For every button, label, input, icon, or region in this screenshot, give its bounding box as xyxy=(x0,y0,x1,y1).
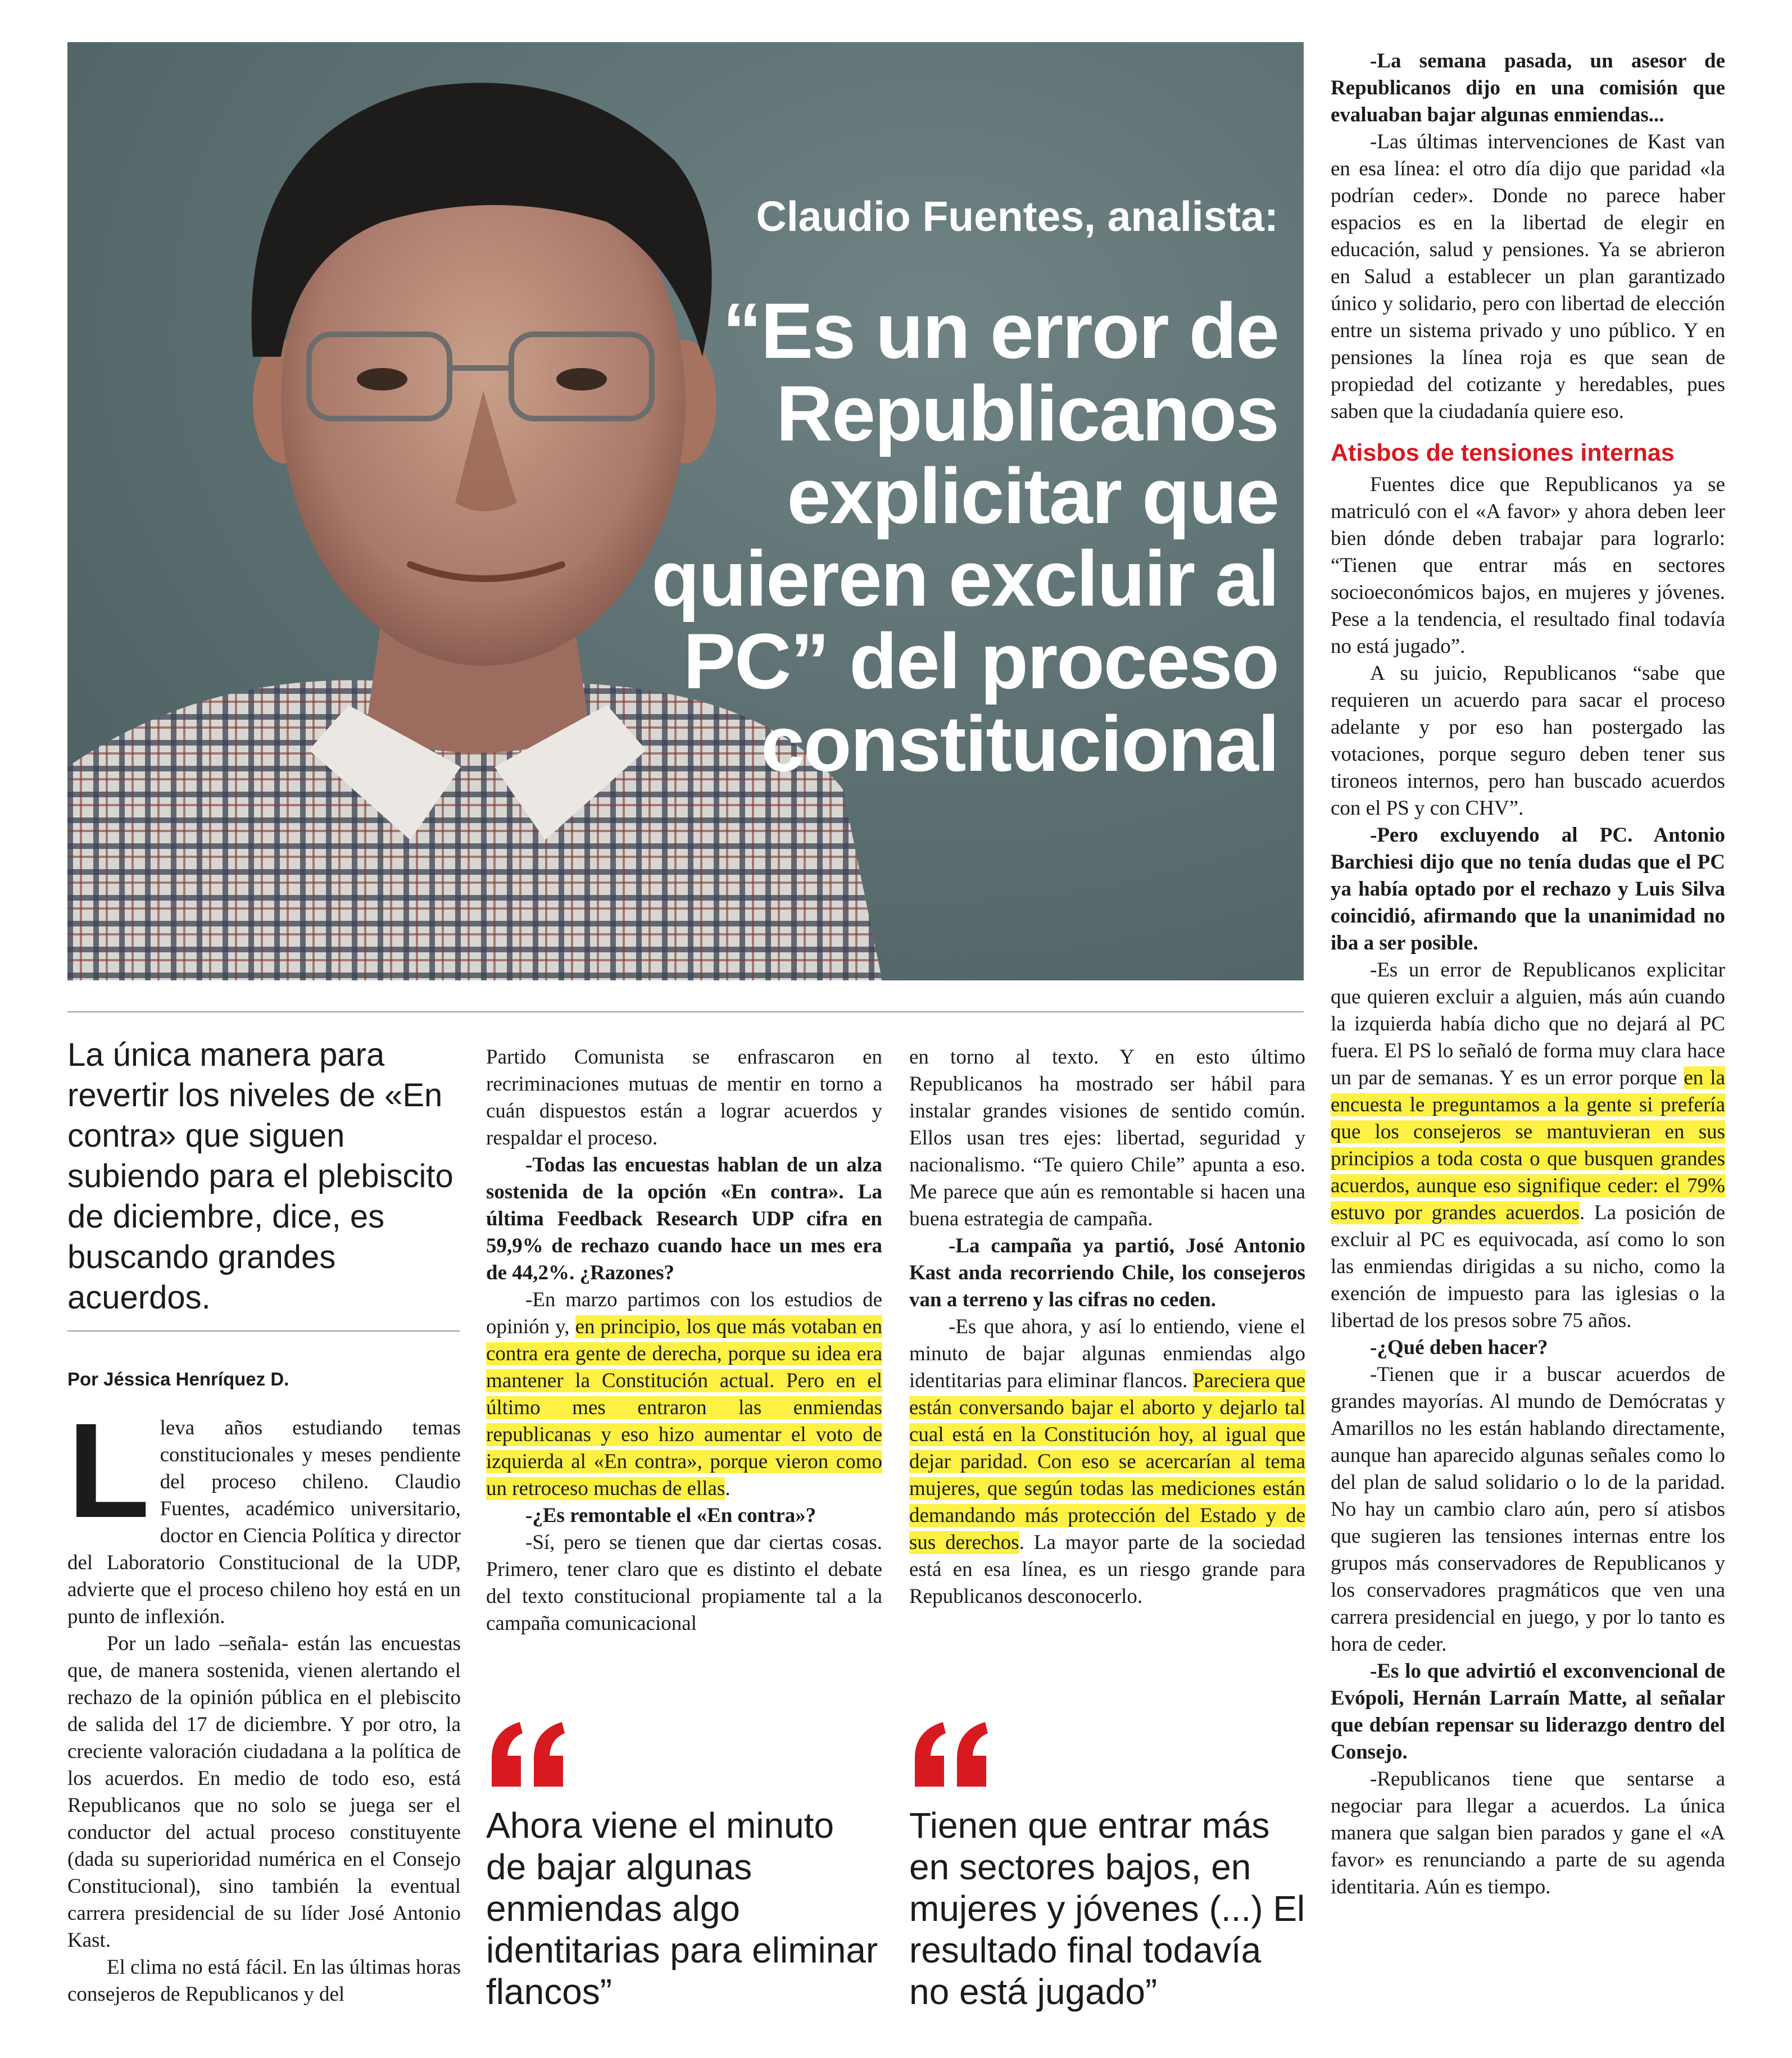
paragraph: en torno al texto. Y en esto último Republicanos ha mostrado ser hábil para instalar grandes visiones de sentido común. Ellos usan tres ejes: libertad, seguridad y nacionalismo. “Te quiero Chile” apunta a eso. Me parece que aún es remontable si hacen una buena estrategia de campaña. xyxy=(909,1046,1305,1230)
hero-headline: “Es un error de Republicanos explicitar que quieren excluir al PC” del proceso constitucional xyxy=(651,287,1278,788)
pull-quote-2: Tienen que entrar más en sectores bajos, en mujeres y jóvenes (...) El resultado final todavía no está jugado” xyxy=(909,1805,1305,2012)
highlighted-text: en principio, los que más votaban en contra era gente de derecha, porque su idea era mantener la Constitución actual. Pero en el último mes entraron las enmiendas republicanas y eso hizo aumentar el voto de izquierda al «En contra», porque vieron como un retroceso muchas de ellas xyxy=(486,1315,882,1500)
hero-kicker: Claudio Fuentes, analista: xyxy=(756,193,1278,240)
answer: -En marzo partimos con los estudios de opinión y, en principio, los que más votaban en contra era gente de derecha, porque su idea era mantener la Constitución actual. Pero en el último mes entraron las enmiendas republicanas y eso hizo aumentar el voto de izquierda al «En contra», porque vieron como un retroceso muchas de ellas. xyxy=(486,1288,882,1500)
column-2 xyxy=(486,1044,882,1637)
answer: -Las últimas intervenciones de Kast van en esa línea: el otro día dijo que paridad «la podrían ceder». Donde no parece haber espacios es en la libertad de elegir en educación, salud y pensiones. Ya se abrieron en Salud a establecer un plan garantizado único y solidario, pero con libertad de elección entre un sistema privado y uno público. Y en pensiones la línea roja es que sean de propiedad del cotizante y heredables, pues saben que la ciudadanía quiere eso. xyxy=(1331,130,1725,423)
section-subhead: Atisbos de tensiones internas xyxy=(1331,439,1675,466)
hero-photo xyxy=(67,42,1304,980)
question: -La campaña ya partió, José Antonio Kast anda recorriendo Chile, los consejeros van a terreno y las cifras no ceden. xyxy=(909,1234,1305,1311)
paragraph: A su juicio, Republicanos “sabe que requieren un acuerdo para sacar el proceso adelante y por eso han postergado las votaciones, porque seguro deben tener sus tironeos internos, pero han buscado acuerdos con el PS y con CHV”. xyxy=(1331,662,1725,820)
question: -¿Es remontable el «En contra»? xyxy=(525,1504,816,1527)
quote-mark-icon xyxy=(486,1719,570,1792)
answer: -Es que ahora, y así lo entiendo, viene el minuto de bajar algunas enmiendas algo identitarias para eliminar flancos. Pareciera que están conversando bajar el aborto y dejarlo tal cual está en la Constitución hoy, al igual que dejar paridad. Con eso se acercarían al tema mujeres, que según todas las mediciones están demandando más protección del Estado y de sus derechos. La mayor parte de la sociedad está en esa línea, es un riesgo grande para Republicanos desconocerlo. xyxy=(909,1315,1305,1608)
column-3 xyxy=(909,1044,1305,1610)
paragraph: Fuentes dice que Republicanos ya se matriculó con el «A favor» y ahora deben leer bien dónde deben trabajar para lograrlo: “Tienen que entrar más en sectores socioeconómicos bajos, en mujeres y jóvenes. Pese a la tendencia, el resultado final todavía no está jugado”. xyxy=(1331,473,1725,658)
paragraph: El clima no está fácil. En las últimas horas consejeros de Republicanos y del xyxy=(67,1956,461,2006)
question: -Es lo que advirtió el exconvencional de Evópoli, Hernán Larraín Matte, al señalar que debían repensar su liderazgo dentro del Consejo. xyxy=(1331,1660,1725,1764)
paragraph: Por un lado –señala- están las encuestas que, de manera sostenida, vienen alertando el rechazo de la opinión pública en el plebiscito de salida del 17 de diciembre. Y por otro, la creciente valoración ciudadana a la política de los acuerdos. En medio de todo eso, está Republicanos que no solo se juega ser el conductor del actual proceso constituyente (dada su superioridad numérica en el Consejo Constitucional), sino también la eventual carrera presidencial de su líder José Antonio Kast. xyxy=(67,1632,461,1952)
lead-divider xyxy=(67,1330,460,1332)
quote-mark-icon xyxy=(909,1719,993,1792)
question: -Todas las encuestas hablan de un alza sostenida de la opción «En contra». La última Feedback Research UDP cifra en 59,9% de rechazo cuando hace un mes era de 44,2%. ¿Razones? xyxy=(486,1153,882,1284)
answer: -Republicanos tiene que sentarse a negociar para llegar a acuerdos. La única manera que salgan bien parados y gane el «A favor» es renunciando a parte de su agenda identitaria. Aún es tiempo. xyxy=(1331,1768,1725,1898)
question: -¿Qué deben hacer? xyxy=(1370,1336,1548,1359)
question: -Pero excluyendo al PC. Antonio Barchiesi dijo que no tenía dudas que el PC ya había optado por el rechazo y Luis Silva coincidió, afirmando que la unanimidad no iba a ser posible. xyxy=(1331,824,1725,955)
lead-deck: La única manera para revertir los niveles de «En contra» que siguen subiendo para el plebiscito de diciembre, dice, es buscando grandes acuerdos. xyxy=(67,1037,453,1316)
highlighted-text: en la encuesta le preguntamos a la gente si prefería que los consejeros se mantuvieran en sus principios a toda costa o que busquen grandes acuerdos, aunque eso signifique ceder: el 79% estuvo por grandes acuerdos xyxy=(1331,1066,1726,1224)
drop-cap: L xyxy=(67,1395,150,1546)
answer: -Tienen que ir a buscar acuerdos de grandes mayorías. Al mundo de Demócratas y Amarillos no les están hablando directamente, aunque han aparecido algunas señales como lo del plan de salud solidario o lo de la paridad. No hay un cambio claro aún, pero sí atisbos que sugieren las tensiones internas entre los grupos más conservadores de Republicanos y los conservadores pragmáticos que ven una carrera presidencial en juego, y por lo tanto es hora de ceder. xyxy=(1331,1363,1725,1656)
column-1 xyxy=(67,1395,461,2008)
top-divider xyxy=(67,1011,1304,1012)
intro-paragraph xyxy=(67,1395,461,1630)
pull-quote-1: Ahora viene el minuto de bajar algunas enmiendas algo identitarias para eliminar flancos” xyxy=(486,1805,878,2012)
byline: Por Jéssica Henríquez D. xyxy=(67,1369,289,1389)
question: -La semana pasada, un asesor de Republicanos dijo en una comisión que evaluaban bajar algunas enmiendas... xyxy=(1331,49,1725,126)
answer: -Es un error de Republicanos explicitar que quieren excluir a alguien, más aún cuando la izquierda había dicho que no dejará al PC fuera. El PS lo señaló de forma muy clara hace un par de semanas. Y es un error porque en la encuesta le preguntamos a la gente si prefería que los consejeros se mantuvieran en sus principios a toda costa o que busquen grandes acuerdos, aunque eso signifique ceder: el 79% estuvo por grandes acuerdos. La posición de excluir al PC es equivocada, así como lo son las enmiendas dirigidas a su nicho, como la exención de impuesto para las iglesias o la libertad de los presos sobre 75 años. xyxy=(1331,958,1726,1332)
paragraph: Partido Comunista se enfrascaron en recriminaciones mutuas de mentir en torno a cuán dispuestos están a lograr acuerdos y respaldar el proceso. xyxy=(486,1046,882,1150)
highlighted-text: Pareciera que están conversando bajar el aborto y dejarlo tal cual está en la Constitución hoy, al igual que dejar paridad. Con eso se acercarían al tema mujeres, que según todas las mediciones están demandando más protección del Estado y de sus derechos xyxy=(909,1369,1305,1554)
column-4 xyxy=(1331,48,1725,1901)
answer: -Sí, pero se tienen que dar ciertas cosas. Primero, tener claro que es distinto el debate del texto constitucional propiamente tal a la campaña comunicacional xyxy=(486,1531,882,1635)
intro-text: leva años estudiando temas constitucionales y meses pendiente del proceso chileno. Claudio Fuentes, académico universitario, doctor en Ciencia Política y director del Laboratorio Constitucional de la UDP, advierte que el proceso chileno hoy está en un punto de inflexión. xyxy=(67,1416,461,1628)
